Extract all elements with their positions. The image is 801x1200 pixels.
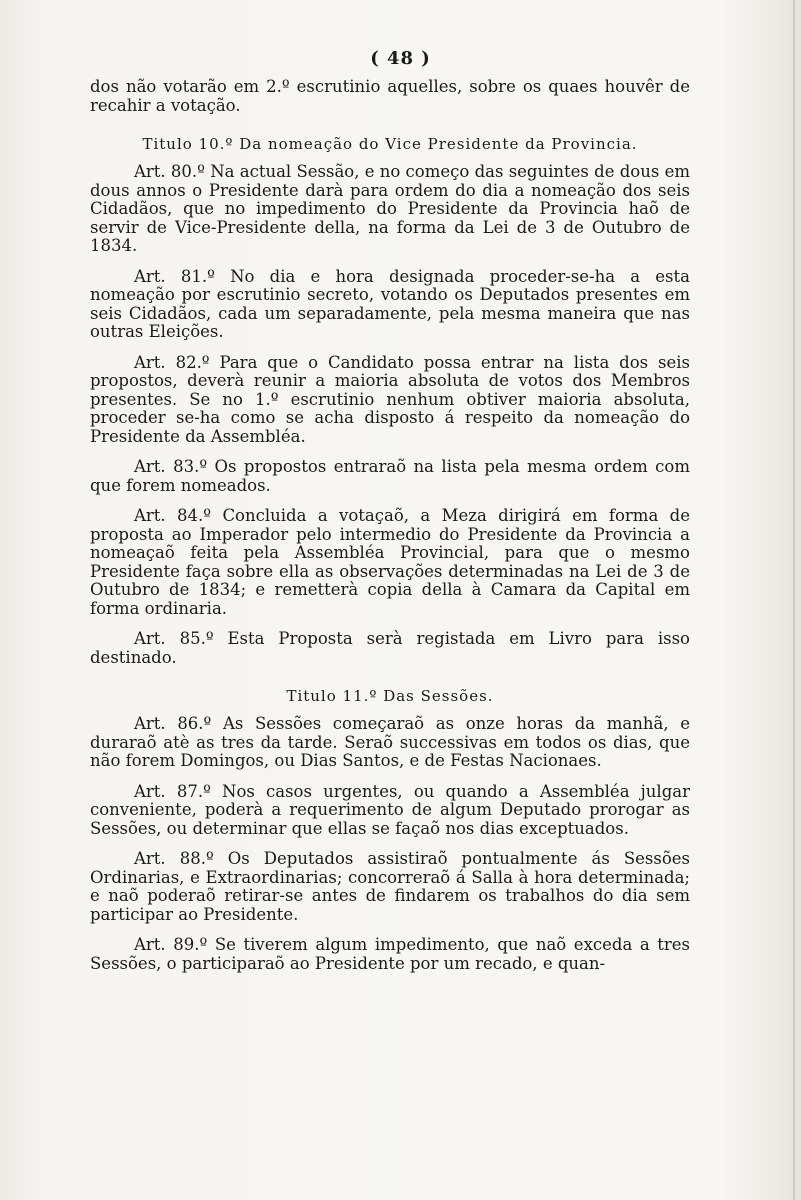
article-text: Concluida a votaçaõ, a Meza dirigirá em forma de proposta ao Imperador pelo intermedio do Presidente da Provincia a nomeaçaõ feita pela Assembléa Provincial, para que o mesmo Presidente faça sobre ella as observações determinadas na Lei de 3 de Outubro de 1834; e remetterà copia della à Camara da Capital em forma ordinaria. (90, 506, 690, 618)
article-number: Art. 82.º (134, 352, 210, 372)
article-number: Art. 85.º (134, 629, 214, 648)
article-text: No dia e hora designada proceder-se-ha a esta nomeação por escrutinio secreto, votando os Deputados presentes em seis Cidadãos, cada um separadamente, pela mesma maneira que nas outras Eleições. (90, 266, 690, 341)
article-number: Art. 84.º (134, 506, 212, 525)
article-89 (90, 936, 690, 973)
article-85 (90, 630, 690, 667)
article-83 (90, 458, 690, 495)
article-number: Art. 86.º (134, 714, 212, 733)
scan-edge (793, 0, 795, 1200)
article-text: Os propostos entraraõ na lista pela mesma ordem com que forem nomeados. (90, 457, 690, 495)
article-number: Art. 80.º (134, 162, 205, 181)
article-text: Para que o Candidato possa entrar na lista dos seis propostos, deverà reunir a maioria absoluta de votos dos Membros presentes. Se no 1.º escrutinio nenhum obtiver maioria absoluta, proceder se-ha como se acha disposto á respeito da nomeação do Presidente da Assembléa. (90, 352, 691, 446)
article-80 (90, 163, 690, 256)
page-number: ( 48 ) (370, 48, 431, 69)
article-number: Art. 88.º (134, 849, 214, 868)
article-82 (90, 354, 690, 447)
intro-paragraph: dos não votarão em 2.º escrutinio aquelles, sobre os quaes houvêr de recahir a votação. (90, 77, 690, 115)
article-text: Os Deputados assistiraõ pontualmente ás Sessões Ordinarias, e Extraordinarias; concorreraõ á Salla à hora determinada; e naõ poderaõ retirar-se antes de findarem os trabalhos do dia sem participar ao Presidente. (90, 849, 690, 924)
article-86 (90, 715, 690, 771)
article-88 (90, 850, 690, 924)
article-text: As Sessões começaraõ as onze horas da manhã, e duraraõ atè as tres da tarde. Seraõ successivas em todos os dias, que não forem Domingos, ou Dias Santos, e de Festas Nacionaes. (90, 714, 690, 770)
article-84 (90, 507, 690, 618)
section-title-10: Titulo 10.º Da nomeação do Vice Presidente da Provincia. (142, 135, 638, 153)
article-81 (90, 268, 690, 342)
article-number: Art. 83.º (134, 457, 208, 476)
article-text: Nos casos urgentes, ou quando a Assembléa julgar conveniente, poderà a requerimento de algum Deputado prorogar as Sessões, ou determinar que ellas se façaõ nos dias exceptuados. (90, 781, 690, 838)
page-content (90, 78, 690, 985)
article-text: Na actual Sessão, e no começo das seguintes de dous em dous annos o Presidente darà para ordem do dia a nomeação dos seis Cidadãos, que no impedimento do Presidente da Provincia haõ de servir de Vice-Presidente della, na forma da Lei de 3 de Outubro de 1834. (90, 162, 690, 255)
article-text: Esta Proposta serà registada em Livro para isso destinado. (90, 629, 690, 667)
section-title-11: Titulo 11.º Das Sessões. (286, 687, 494, 705)
article-number: Art. 87.º (134, 781, 211, 801)
article-text: Se tiverem algum impedimento, que naõ exceda a tres Sessões, o participaraõ ao Presidente por um recado, e quan- (90, 935, 690, 973)
article-number: Art. 89.º (134, 935, 208, 954)
article-number: Art. 81.º (134, 266, 215, 286)
article-87 (90, 783, 690, 839)
